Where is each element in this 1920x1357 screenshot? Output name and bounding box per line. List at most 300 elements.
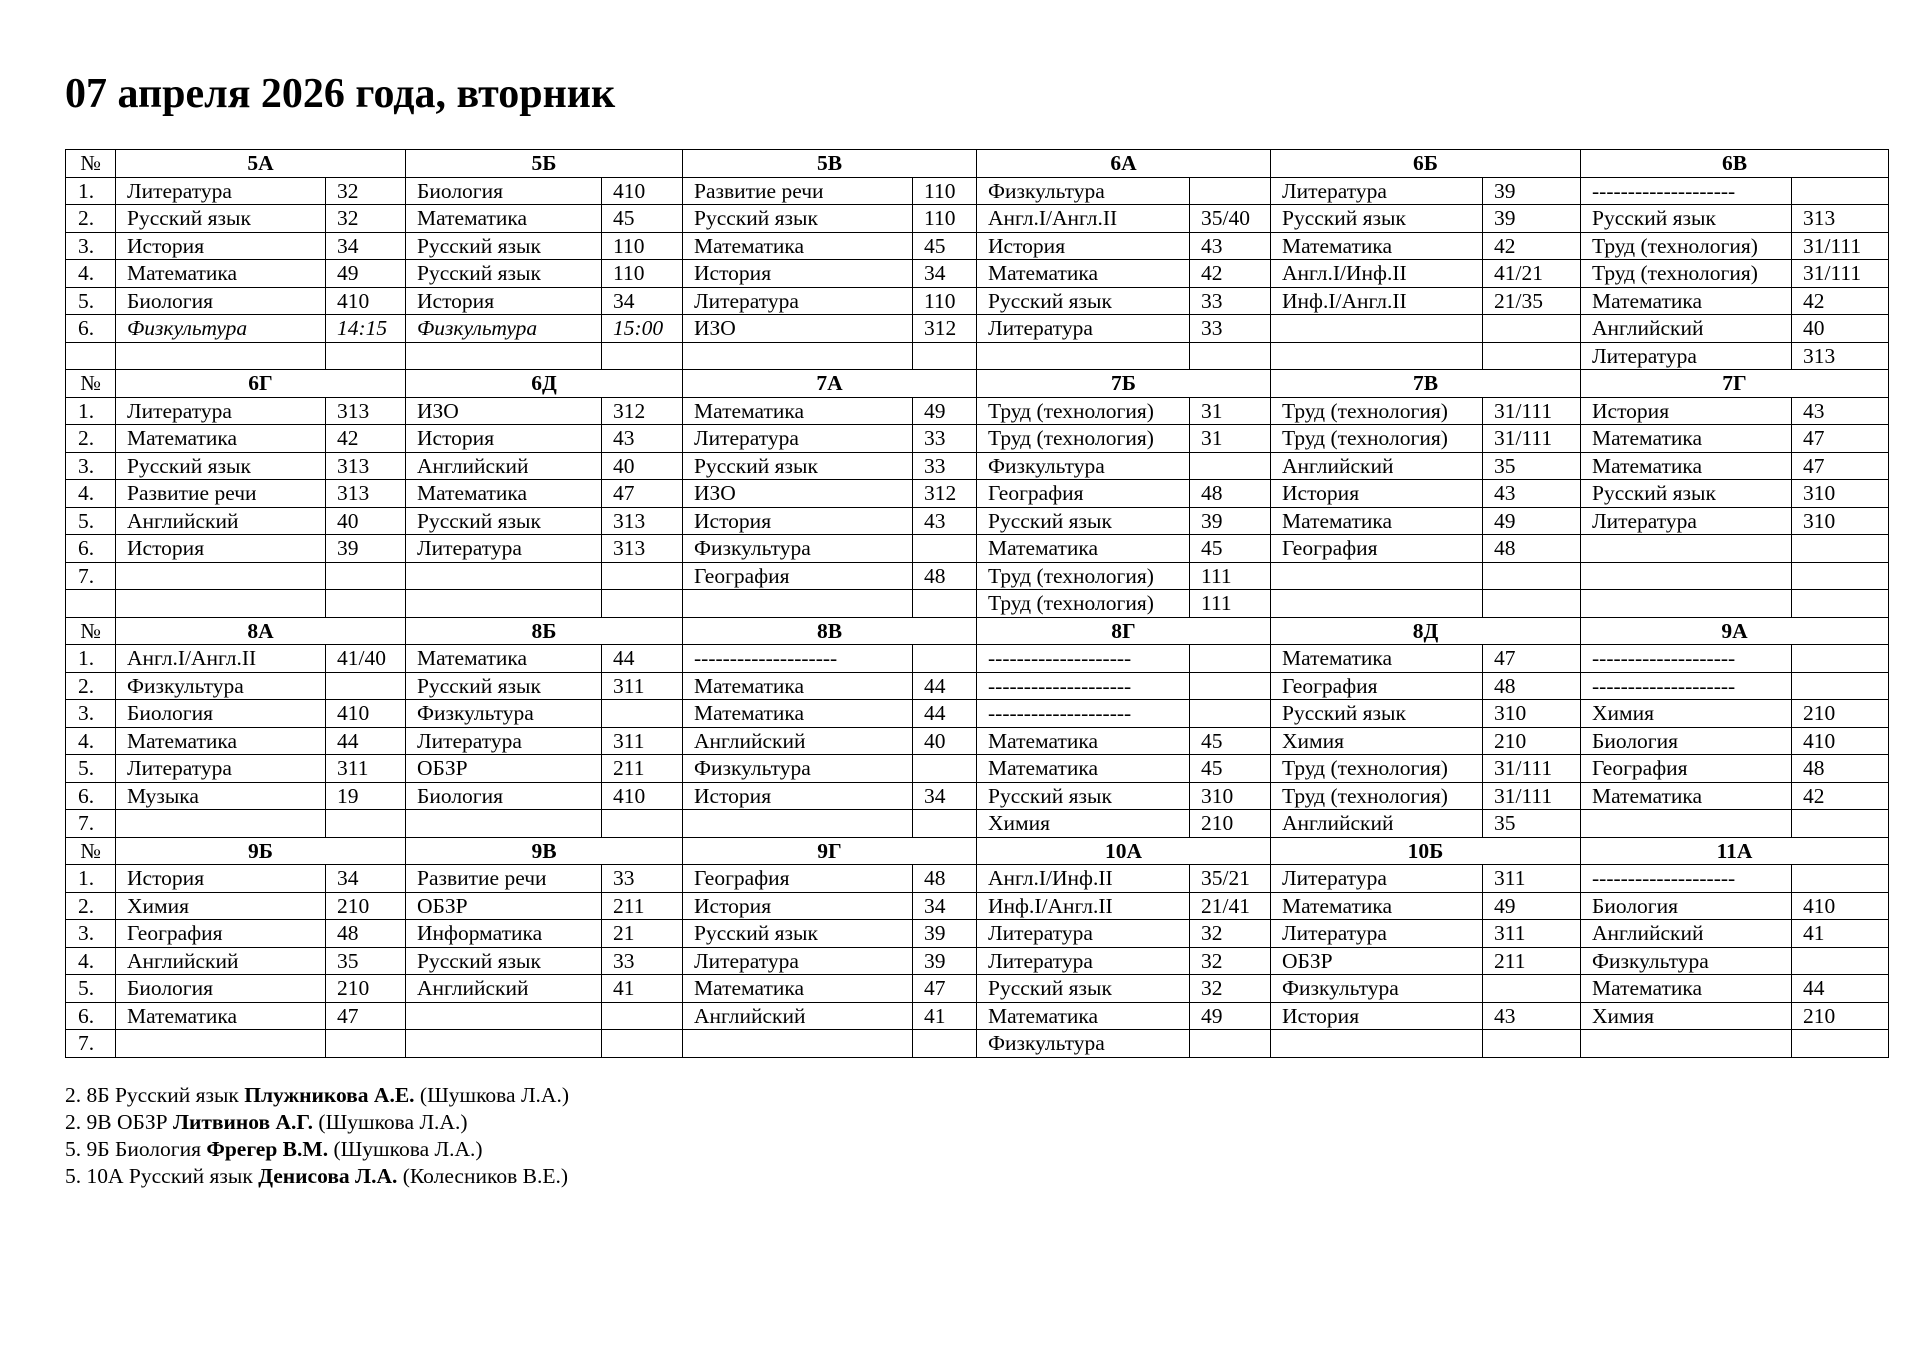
class-name-header: 7Б: [977, 370, 1271, 398]
subject-cell: [116, 810, 326, 838]
room-cell: 48: [1483, 672, 1581, 700]
room-cell: 39: [913, 947, 977, 975]
lesson-number-header: №: [66, 617, 116, 645]
room-cell: 31/111: [1483, 782, 1581, 810]
lesson-number: 3.: [66, 700, 116, 728]
subject-cell: Математика: [406, 205, 602, 233]
subject-cell: Математика: [116, 727, 326, 755]
subject-cell: Русский язык: [1271, 205, 1483, 233]
room-cell: 39: [1483, 205, 1581, 233]
subject-cell: Биология: [1581, 727, 1792, 755]
lesson-number: 5.: [66, 755, 116, 783]
subject-cell: Литература: [977, 947, 1190, 975]
subject-cell: [116, 590, 326, 618]
subject-cell: История: [1581, 397, 1792, 425]
subject-cell: Русский язык: [116, 205, 326, 233]
room-cell: 313: [1792, 342, 1889, 370]
room-cell: 210: [1792, 700, 1889, 728]
room-cell: 313: [326, 480, 406, 508]
room-cell: 34: [326, 865, 406, 893]
room-cell: 49: [1483, 892, 1581, 920]
subject-cell: Физкультура: [683, 755, 913, 783]
subject-cell: Математика: [683, 672, 913, 700]
room-cell: 39: [913, 920, 977, 948]
room-cell: 32: [1190, 975, 1271, 1003]
room-cell: 47: [913, 975, 977, 1003]
room-cell: [1792, 947, 1889, 975]
class-name-header: 5В: [683, 150, 977, 178]
subject-cell: Английский: [116, 507, 326, 535]
class-name-header: 9В: [406, 837, 683, 865]
class-header-row: [66, 150, 1889, 178]
room-cell: 47: [326, 1002, 406, 1030]
subject-cell: Математика: [977, 755, 1190, 783]
subject-cell: Химия: [977, 810, 1190, 838]
substitution-note: [65, 1082, 569, 1109]
subject-cell: Физкультура: [1271, 975, 1483, 1003]
room-cell: 43: [1483, 1002, 1581, 1030]
room-cell: 111: [1190, 590, 1271, 618]
lesson-number: 6.: [66, 315, 116, 343]
room-cell: 33: [602, 865, 683, 893]
room-cell: [1792, 865, 1889, 893]
room-cell: 311: [602, 727, 683, 755]
subject-cell: Математика: [977, 727, 1190, 755]
subject-cell: Труд (технология): [1581, 260, 1792, 288]
subject-cell: Химия: [1581, 1002, 1792, 1030]
subject-cell: История: [406, 425, 602, 453]
room-cell: 34: [602, 287, 683, 315]
lesson-row: [66, 452, 1889, 480]
room-cell: 313: [602, 507, 683, 535]
note-lesson-info: 2. 8Б Русский язык: [65, 1083, 239, 1107]
lesson-number: 2.: [66, 205, 116, 233]
subject-cell: [406, 562, 602, 590]
room-cell: 43: [1792, 397, 1889, 425]
subject-cell: --------------------: [1581, 865, 1792, 893]
room-cell: 45: [1190, 727, 1271, 755]
lesson-row: [66, 810, 1889, 838]
room-cell: 32: [326, 177, 406, 205]
subject-cell: Физкультура: [977, 1030, 1190, 1058]
subject-cell: География: [683, 562, 913, 590]
subject-cell: Литература: [977, 920, 1190, 948]
room-cell: 43: [1483, 480, 1581, 508]
subject-cell: [406, 342, 602, 370]
class-name-header: 8Г: [977, 617, 1271, 645]
subject-cell: Английский: [683, 727, 913, 755]
subject-cell: Труд (технология): [1271, 782, 1483, 810]
subject-cell: Литература: [683, 425, 913, 453]
class-name-header: 7В: [1271, 370, 1581, 398]
room-cell: 211: [602, 755, 683, 783]
room-cell: 48: [1483, 535, 1581, 563]
room-cell: 110: [913, 177, 977, 205]
subject-cell: Труд (технология): [1581, 232, 1792, 260]
lesson-number: 7.: [66, 810, 116, 838]
room-cell: 48: [326, 920, 406, 948]
lesson-number: 3.: [66, 232, 116, 260]
class-name-header: 6Б: [1271, 150, 1581, 178]
lesson-number: 1.: [66, 865, 116, 893]
subject-cell: Литература: [116, 177, 326, 205]
note-teacher: Денисова Л.А.: [258, 1164, 398, 1188]
room-cell: 21: [602, 920, 683, 948]
room-cell: 311: [1483, 920, 1581, 948]
subject-cell: Английский: [1581, 920, 1792, 948]
room-cell: [326, 1030, 406, 1058]
subject-cell: История: [683, 892, 913, 920]
subject-cell: География: [977, 480, 1190, 508]
subject-cell: Математика: [406, 480, 602, 508]
room-cell: [1190, 342, 1271, 370]
room-cell: 210: [326, 892, 406, 920]
lesson-row: [66, 480, 1889, 508]
lesson-row: [66, 1002, 1889, 1030]
room-cell: 313: [1792, 205, 1889, 233]
room-cell: 40: [913, 727, 977, 755]
subject-cell: История: [977, 232, 1190, 260]
subject-cell: Математика: [683, 700, 913, 728]
room-cell: 41: [913, 1002, 977, 1030]
room-cell: 48: [1792, 755, 1889, 783]
subject-cell: [406, 590, 602, 618]
subject-cell: Русский язык: [683, 205, 913, 233]
subject-cell: Биология: [1581, 892, 1792, 920]
class-header-row: [66, 617, 1889, 645]
room-cell: [1792, 177, 1889, 205]
room-cell: 35/21: [1190, 865, 1271, 893]
room-cell: 311: [1483, 865, 1581, 893]
lesson-number: 4.: [66, 260, 116, 288]
room-cell: [1792, 562, 1889, 590]
subject-cell: Музыка: [116, 782, 326, 810]
subject-cell: Труд (технология): [977, 590, 1190, 618]
subject-cell: Русский язык: [406, 947, 602, 975]
room-cell: [326, 342, 406, 370]
lesson-row: [66, 865, 1889, 893]
subject-cell: [1581, 1030, 1792, 1058]
lesson-number-header: №: [66, 150, 116, 178]
room-cell: 19: [326, 782, 406, 810]
lesson-number: 1.: [66, 397, 116, 425]
subject-cell: [977, 342, 1190, 370]
room-cell: [913, 810, 977, 838]
room-cell: 211: [1483, 947, 1581, 975]
note-teacher: Фрегер В.М.: [206, 1137, 329, 1161]
note-teacher: Плужникова А.Е.: [244, 1083, 415, 1107]
subject-cell: Математика: [683, 232, 913, 260]
subject-cell: [1271, 315, 1483, 343]
subject-cell: Инф.I/Англ.II: [1271, 287, 1483, 315]
room-cell: 14:15: [326, 315, 406, 343]
room-cell: [913, 645, 977, 673]
room-cell: 210: [1483, 727, 1581, 755]
subject-cell: Английский: [1271, 452, 1483, 480]
subject-cell: [1581, 535, 1792, 563]
note-teacher: Литвинов А.Г.: [172, 1110, 314, 1134]
lesson-row: [66, 535, 1889, 563]
subject-cell: Биология: [116, 700, 326, 728]
subject-cell: Литература: [977, 315, 1190, 343]
room-cell: 33: [1190, 287, 1271, 315]
subject-cell: [683, 1030, 913, 1058]
subject-cell: История: [683, 507, 913, 535]
subject-cell: Русский язык: [406, 672, 602, 700]
lesson-row: [66, 975, 1889, 1003]
subject-cell: История: [683, 782, 913, 810]
subject-cell: География: [1271, 672, 1483, 700]
room-cell: 312: [913, 315, 977, 343]
subject-cell: Англ.I/Инф.II: [977, 865, 1190, 893]
schedule-table: [65, 149, 1889, 1058]
subject-cell: Литература: [406, 727, 602, 755]
subject-cell: География: [116, 920, 326, 948]
class-name-header: 6В: [1581, 150, 1889, 178]
subject-cell: Математика: [1581, 782, 1792, 810]
subject-cell: [116, 1030, 326, 1058]
room-cell: 410: [602, 177, 683, 205]
lesson-number: 5.: [66, 507, 116, 535]
substitution-notes: [65, 1082, 569, 1190]
room-cell: [326, 672, 406, 700]
room-cell: 410: [326, 287, 406, 315]
room-cell: 310: [1792, 480, 1889, 508]
room-cell: [1792, 672, 1889, 700]
subject-cell: Математика: [977, 260, 1190, 288]
lesson-row: [66, 342, 1889, 370]
subject-cell: Литература: [683, 287, 913, 315]
subject-cell: Физкультура: [406, 700, 602, 728]
room-cell: 47: [1792, 452, 1889, 480]
subject-cell: Физкультура: [683, 535, 913, 563]
subject-cell: [683, 590, 913, 618]
room-cell: [1792, 535, 1889, 563]
lesson-number: 7.: [66, 562, 116, 590]
room-cell: [1483, 315, 1581, 343]
class-name-header: 5Б: [406, 150, 683, 178]
room-cell: [1792, 590, 1889, 618]
room-cell: 312: [913, 480, 977, 508]
room-cell: [602, 1030, 683, 1058]
room-cell: [1483, 1030, 1581, 1058]
room-cell: 49: [1190, 1002, 1271, 1030]
room-cell: 31/111: [1483, 397, 1581, 425]
lesson-row: [66, 232, 1889, 260]
room-cell: 48: [913, 562, 977, 590]
lesson-row: [66, 397, 1889, 425]
subject-cell: --------------------: [977, 700, 1190, 728]
lesson-row: [66, 645, 1889, 673]
room-cell: [602, 342, 683, 370]
subject-cell: Английский: [1581, 315, 1792, 343]
room-cell: 44: [602, 645, 683, 673]
class-name-header: 10Б: [1271, 837, 1581, 865]
room-cell: [326, 590, 406, 618]
substitution-note: [65, 1163, 569, 1190]
subject-cell: Труд (технология): [977, 562, 1190, 590]
subject-cell: География: [1271, 535, 1483, 563]
subject-cell: Литература: [116, 755, 326, 783]
lesson-row: [66, 562, 1889, 590]
room-cell: [1190, 177, 1271, 205]
room-cell: 15:00: [602, 315, 683, 343]
room-cell: 43: [913, 507, 977, 535]
lesson-number: 6.: [66, 1002, 116, 1030]
room-cell: 210: [1190, 810, 1271, 838]
lesson-row: [66, 425, 1889, 453]
room-cell: 110: [602, 260, 683, 288]
subject-cell: Физкультура: [977, 177, 1190, 205]
subject-cell: История: [406, 287, 602, 315]
subject-cell: Физкультура: [116, 315, 326, 343]
lesson-row: [66, 782, 1889, 810]
room-cell: 45: [1190, 755, 1271, 783]
room-cell: [1792, 1030, 1889, 1058]
room-cell: 32: [1190, 920, 1271, 948]
lesson-row: [66, 755, 1889, 783]
subject-cell: ИЗО: [683, 480, 913, 508]
room-cell: 39: [326, 535, 406, 563]
subject-cell: Физкультура: [1581, 947, 1792, 975]
subject-cell: [406, 810, 602, 838]
subject-cell: История: [116, 232, 326, 260]
class-name-header: 8А: [116, 617, 406, 645]
room-cell: 310: [1483, 700, 1581, 728]
subject-cell: История: [1271, 480, 1483, 508]
room-cell: 34: [913, 782, 977, 810]
subject-cell: Математика: [1581, 452, 1792, 480]
room-cell: 41/21: [1483, 260, 1581, 288]
subject-cell: [683, 810, 913, 838]
room-cell: 48: [1190, 480, 1271, 508]
class-name-header: 7А: [683, 370, 977, 398]
room-cell: 21/41: [1190, 892, 1271, 920]
lesson-number: 1.: [66, 645, 116, 673]
room-cell: 31/111: [1792, 260, 1889, 288]
subject-cell: Математика: [116, 260, 326, 288]
room-cell: [1483, 975, 1581, 1003]
note-lesson-info: 5. 10А Русский язык: [65, 1164, 253, 1188]
lesson-number: 2.: [66, 672, 116, 700]
lesson-number-header: №: [66, 837, 116, 865]
subject-cell: Информатика: [406, 920, 602, 948]
room-cell: 110: [602, 232, 683, 260]
page-title: 07 апреля 2026 года, вторник: [65, 71, 616, 117]
subject-cell: История: [116, 535, 326, 563]
subject-cell: ИЗО: [406, 397, 602, 425]
subject-cell: Биология: [116, 975, 326, 1003]
subject-cell: Литература: [116, 397, 326, 425]
lesson-number: 3.: [66, 920, 116, 948]
subject-cell: Русский язык: [977, 782, 1190, 810]
subject-cell: Инф.I/Англ.II: [977, 892, 1190, 920]
subject-cell: Химия: [1581, 700, 1792, 728]
subject-cell: [1271, 1030, 1483, 1058]
room-cell: 41/40: [326, 645, 406, 673]
class-name-header: 9А: [1581, 617, 1889, 645]
room-cell: 33: [913, 452, 977, 480]
note-replaced-teacher: (Шушкова Л.А.): [318, 1110, 468, 1134]
room-cell: 211: [602, 892, 683, 920]
lesson-row: [66, 315, 1889, 343]
room-cell: 33: [1190, 315, 1271, 343]
room-cell: [602, 562, 683, 590]
subject-cell: Англ.I/Инф.II: [1271, 260, 1483, 288]
subject-cell: --------------------: [1581, 645, 1792, 673]
subject-cell: [1581, 810, 1792, 838]
room-cell: 311: [602, 672, 683, 700]
room-cell: 35: [1483, 810, 1581, 838]
substitution-note: [65, 1136, 569, 1163]
room-cell: [1483, 590, 1581, 618]
room-cell: 410: [1792, 727, 1889, 755]
lesson-row: [66, 727, 1889, 755]
room-cell: 45: [1190, 535, 1271, 563]
subject-cell: Развитие речи: [683, 177, 913, 205]
subject-cell: Математика: [977, 1002, 1190, 1030]
class-header-row: [66, 370, 1889, 398]
class-name-header: 11А: [1581, 837, 1889, 865]
subject-cell: История: [116, 865, 326, 893]
lesson-row: [66, 205, 1889, 233]
room-cell: 43: [602, 425, 683, 453]
room-cell: 43: [1190, 232, 1271, 260]
room-cell: 45: [913, 232, 977, 260]
subject-cell: [1271, 342, 1483, 370]
note-lesson-info: 2. 9В ОБЗР: [65, 1110, 168, 1134]
class-name-header: 7Г: [1581, 370, 1889, 398]
room-cell: [1190, 672, 1271, 700]
room-cell: 31: [1190, 425, 1271, 453]
room-cell: 40: [602, 452, 683, 480]
lesson-number: 5.: [66, 975, 116, 1003]
room-cell: 21/35: [1483, 287, 1581, 315]
room-cell: 31/111: [1792, 232, 1889, 260]
subject-cell: [683, 342, 913, 370]
room-cell: 313: [326, 452, 406, 480]
subject-cell: Русский язык: [1581, 480, 1792, 508]
class-name-header: 10А: [977, 837, 1271, 865]
subject-cell: Математика: [1271, 645, 1483, 673]
room-cell: [602, 590, 683, 618]
lesson-row: [66, 672, 1889, 700]
subject-cell: Английский: [406, 452, 602, 480]
note-lesson-info: 5. 9Б Биология: [65, 1137, 201, 1161]
class-name-header: 8Б: [406, 617, 683, 645]
room-cell: 34: [913, 260, 977, 288]
room-cell: 31/111: [1483, 755, 1581, 783]
room-cell: 313: [326, 397, 406, 425]
subject-cell: Русский язык: [977, 507, 1190, 535]
subject-cell: Физкультура: [977, 452, 1190, 480]
room-cell: 410: [1792, 892, 1889, 920]
subject-cell: Русский язык: [406, 232, 602, 260]
lesson-row: [66, 287, 1889, 315]
room-cell: 44: [1792, 975, 1889, 1003]
subject-cell: Русский язык: [406, 260, 602, 288]
room-cell: 42: [1483, 232, 1581, 260]
lesson-number: 1.: [66, 177, 116, 205]
subject-cell: Химия: [116, 892, 326, 920]
room-cell: [1792, 810, 1889, 838]
lesson-number-header: №: [66, 370, 116, 398]
room-cell: 47: [602, 480, 683, 508]
room-cell: [913, 1030, 977, 1058]
room-cell: 41: [602, 975, 683, 1003]
room-cell: 35: [1483, 452, 1581, 480]
lesson-row: [66, 507, 1889, 535]
